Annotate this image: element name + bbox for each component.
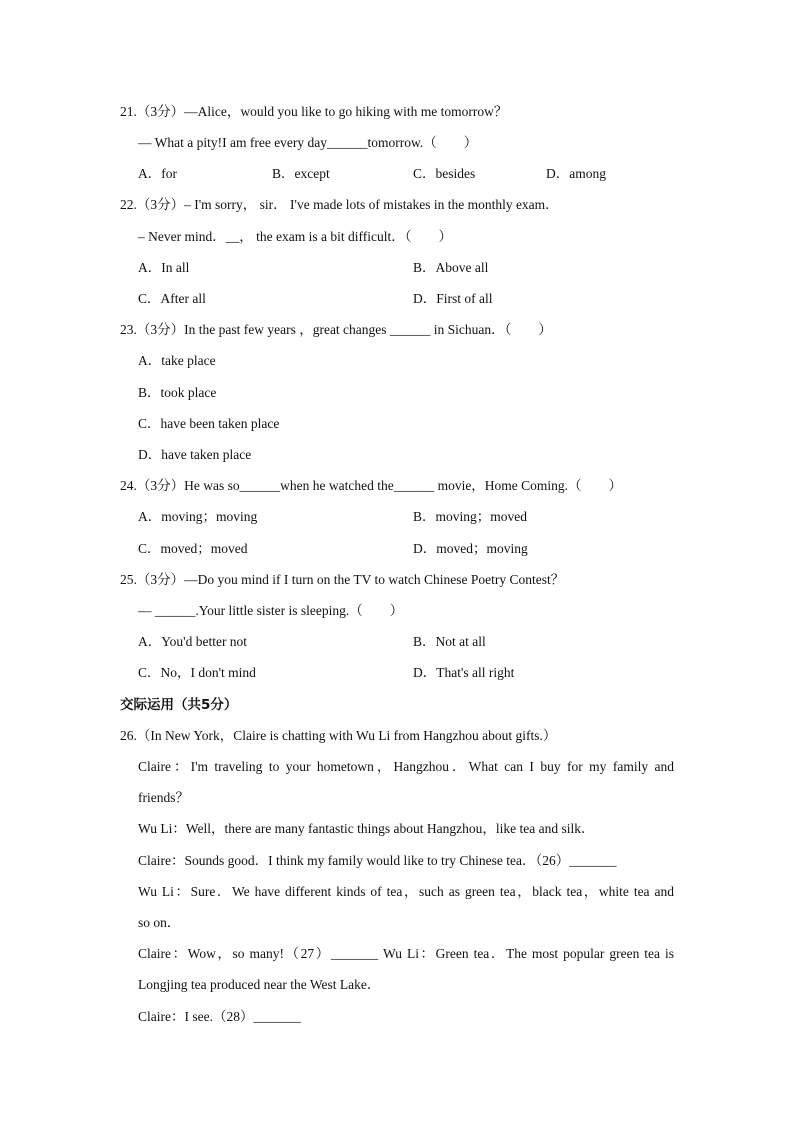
question-26-stem: 26.（In New York，Claire is chatting with Wu Li from Hangzhou about gifts.）: [120, 728, 557, 743]
question-23-option-c: C．have been taken place: [138, 416, 280, 431]
question-21-option-d: D．among: [546, 166, 606, 181]
question-25-option-c: C．No，I don't mind: [138, 665, 256, 680]
question-25-line: — ______.Your little sister is sleeping.（ ）: [138, 603, 404, 618]
question-24-option-c: C．moved；moved: [138, 541, 248, 556]
question-24-option-d: D．moved；moving: [413, 541, 528, 556]
question-21-option-b: B．except: [272, 166, 330, 181]
question-21-line: — What a pity!I am free every day______tomorrow.（ ）: [138, 135, 478, 150]
question-21-option-a: A．for: [138, 166, 177, 181]
question-22-option-b: B．Above all: [413, 260, 489, 275]
question-25-option-d: D．That's all right: [413, 665, 515, 680]
question-23-option-a: A．take place: [138, 353, 216, 368]
question-21-option-c: C．besides: [413, 166, 476, 181]
question-24-stem: 24.（3分）He was so______when he watched the______ movie，Home Coming.（ ）: [120, 478, 623, 493]
dialogue-line: so on．: [138, 915, 181, 930]
dialogue-line: friends？: [138, 790, 189, 805]
question-22-line: – Never mind．__， the exam is a bit difficult．（ ）: [138, 229, 452, 244]
question-25-option-b: B．Not at all: [413, 634, 486, 649]
question-25-stem: 25.（3分）—Do you mind if I turn on the TV to watch Chinese Poetry Contest？: [120, 572, 565, 587]
dialogue-line: Wu Li：Well，there are many fantastic things about Hangzhou，like tea and silk．: [138, 821, 595, 836]
question-22-stem: 22.（3分）– I'm sorry， sir． I've made lots of mistakes in the monthly exam．: [120, 197, 559, 212]
dialogue-line: Claire：I see.（28）_______: [138, 1009, 301, 1024]
question-23-option-d: D．have taken place: [138, 447, 252, 462]
question-23-stem: 23.（3分）In the past few years ，great changes ______ in Sichuan．（ ）: [120, 322, 552, 337]
section-heading: 交际运用（共5分）: [120, 697, 238, 713]
dialogue-line: Claire：Sounds good．I think my family would like to try Chinese tea．（26）_______: [138, 853, 617, 868]
dialogue-line: Longjing tea produced near the West Lake．: [138, 977, 381, 992]
dialogue-line: Claire：I'm traveling to your hometown，Hangzhou．What can I buy for my family and: [138, 759, 674, 774]
question-22-option-c: C．After all: [138, 291, 206, 306]
question-22-option-a: A．In all: [138, 260, 190, 275]
question-25-option-a: A．You'd better not: [138, 634, 248, 649]
question-21-stem: 21.（3分）—Alice，would you like to go hiking with me tomorrow？: [120, 104, 508, 119]
dialogue-line: Wu Li：Sure．We have different kinds of tea，such as green tea，black tea，white tea and: [138, 884, 674, 899]
question-22-option-d: D．First of all: [413, 291, 493, 306]
question-24-option-a: A．moving；moving: [138, 509, 258, 524]
question-23-option-b: B．took place: [138, 385, 217, 400]
dialogue-line: Claire：Wow，so many!（27）_______ Wu Li：Green tea．The most popular green tea is: [138, 946, 674, 961]
question-24-option-b: B．moving；moved: [413, 509, 527, 524]
